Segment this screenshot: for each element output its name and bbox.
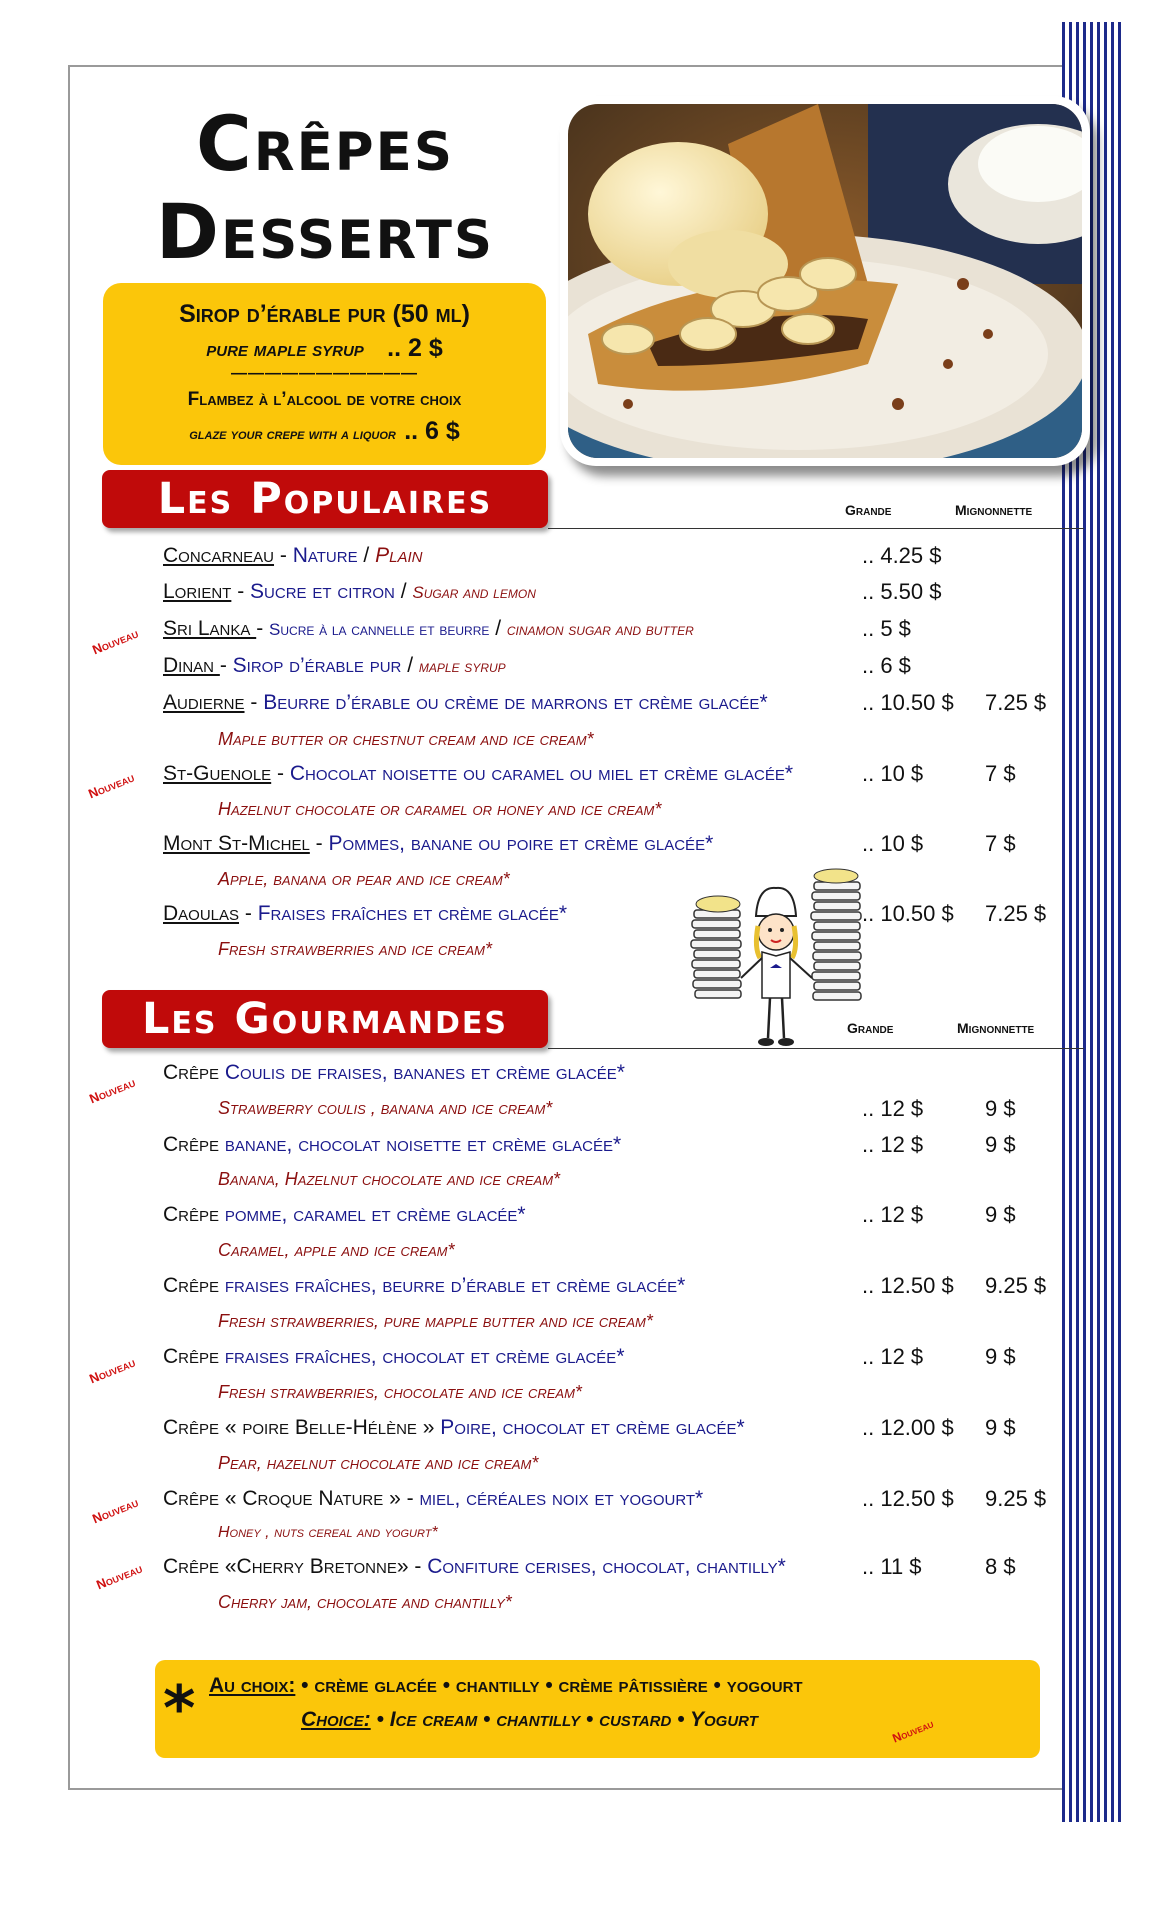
menu-item-en: Caramel, apple and ice cream* xyxy=(218,1240,455,1260)
col-header-grande: Grande xyxy=(845,502,892,518)
price-mignonnette: 9 $ xyxy=(985,1096,1016,1121)
menu-item-en: Fresh strawberries, chocolate and ice cream* xyxy=(218,1382,582,1402)
populaires-rule xyxy=(548,528,1084,529)
nouveau-badge: Nouveau xyxy=(94,1560,145,1593)
page-title xyxy=(110,100,540,276)
syrup-en: pure maple syrup xyxy=(206,338,364,361)
menu-item-lorient: Lorient - Sucre et citron / Sugar and lemon xyxy=(163,580,536,603)
menu-item-mont-st-michel: Mont St-Michel - Pommes, banane ou poire et crème glacée* xyxy=(163,832,714,855)
crepe-dessert-image xyxy=(568,104,1082,458)
syrup-fr: Sirop d’érable pur (50 ml) xyxy=(179,300,470,328)
maple-syrup-box xyxy=(103,283,546,465)
gourmandes-rule xyxy=(548,1048,1084,1049)
menu-item-sri-lanka: Sri Lanka - Sucre à la cannelle et beurre / cinamon sugar and butter xyxy=(163,617,694,640)
title-line-1: Crêpes xyxy=(195,99,454,188)
col-header-mignonnette: Mignonnette xyxy=(957,1020,1035,1036)
menu-item-gourmande: Crêpe « Croque Nature » - miel, céréales noix et yogourt* xyxy=(163,1487,704,1510)
menu-item-dinan: Dinan - Sirop d’érable pur / maple syrup xyxy=(163,654,506,677)
menu-item-en: Cherry jam, chocolate and chantilly* xyxy=(218,1592,512,1612)
price-mignonnette: 9 $ xyxy=(985,1415,1016,1440)
crepe-photo-frame xyxy=(560,96,1090,466)
section-banner-populaires: Les Populaires xyxy=(102,470,548,528)
nouveau-badge: Nouveau xyxy=(86,769,137,802)
menu-item-audierne: Audierne - Beurre d’érable ou crème de marrons et crème glacée* xyxy=(163,691,768,714)
nouveau-badge: Nouveau xyxy=(90,1494,141,1527)
flambe-en-line xyxy=(103,415,546,451)
menu-item-concarneau: Concarneau - Nature / Plain xyxy=(163,544,423,567)
price-grande: .. 10.50 $ xyxy=(862,690,954,715)
menu-item-en: Apple, banana or pear and ice cream* xyxy=(218,869,510,889)
choice-fr-line: Au choix: • crème glacée • chantilly • crème pâtissière • yogourt xyxy=(209,1674,803,1697)
price-grande: .. 4.25 $ xyxy=(862,543,942,568)
price-grande: .. 12 $ xyxy=(862,1132,924,1157)
menu-item-en: Fresh strawberries, pure mapple butter and ice cream* xyxy=(218,1311,653,1331)
price-mignonnette: 9 $ xyxy=(985,1344,1016,1369)
menu-item-gourmande: Crêpe « poire Belle-Hélène » Poire, chocolat et crème glacée* xyxy=(163,1416,745,1439)
choice-en-line: Choice: • Ice cream • chantilly • custard • Yogurt xyxy=(301,1708,758,1731)
price-grande: .. 11 $ xyxy=(862,1554,922,1579)
flambe-en: glaze your crepe with a liquor xyxy=(189,426,396,443)
price-grande: .. 5.50 $ xyxy=(862,579,942,604)
syrup-price: .. 2 $ xyxy=(387,334,443,362)
menu-item-gourmande: Crêpe fraises fraîches, chocolat et crème glacée* xyxy=(163,1345,625,1368)
price-grande: .. 6 $ xyxy=(862,653,911,678)
price-mignonnette: 9 $ xyxy=(985,1202,1016,1227)
menu-item-gourmande: Crêpe fraises fraîches, beurre d’érable et crème glacée* xyxy=(163,1274,686,1297)
menu-item-en: Hazelnut chocolate or caramel or honey and ice cream* xyxy=(218,799,662,819)
price-grande: .. 5 $ xyxy=(862,616,911,641)
price-mignonnette: 7 $ xyxy=(985,831,1016,856)
menu-item-en: Strawberry coulis , banana and ice cream* xyxy=(218,1098,553,1118)
menu-item-en: Pear, hazelnut chocolate and ice cream* xyxy=(218,1453,539,1473)
topping-choice-box xyxy=(155,1660,1040,1758)
flambe-price: .. 6 $ xyxy=(404,417,460,445)
price-mignonnette: 9.25 $ xyxy=(985,1486,1047,1511)
col-header-mignonnette: Mignonnette xyxy=(955,502,1033,518)
syrup-en-line xyxy=(103,331,546,367)
price-grande: .. 12.50 $ xyxy=(862,1486,954,1511)
price-grande: .. 12 $ xyxy=(862,1202,924,1227)
flambe-fr: Flambez à l’alcool de votre choix xyxy=(187,389,462,410)
menu-item-en: Maple butter or chestnut cream and ice cream* xyxy=(218,729,594,749)
menu-item-daoulas: Daoulas - Fraises fraîches et crème glacée* xyxy=(163,902,568,925)
price-grande: .. 10.50 $ xyxy=(862,901,954,926)
title-line-2: Desserts xyxy=(155,187,495,276)
menu-item-en: Honey , nuts cereal and yogurt* xyxy=(218,1524,438,1541)
syrup-divider: ——————————— xyxy=(231,365,418,382)
price-grande: .. 10 $ xyxy=(862,761,924,786)
menu-item-en: Fresh strawberries and ice cream* xyxy=(218,939,492,959)
col-header-grande: Grande xyxy=(847,1020,894,1036)
section-banner-gourmandes: Les Gourmandes xyxy=(102,990,548,1048)
price-mignonnette: 8 $ xyxy=(985,1554,1016,1579)
asterisk-mark: * xyxy=(163,1672,196,1745)
price-mignonnette: 7.25 $ xyxy=(985,901,1047,926)
menu-item-gourmande: Crêpe Coulis de fraises, bananes et crème glacée* xyxy=(163,1061,625,1084)
price-grande: .. 12.50 $ xyxy=(862,1273,954,1298)
nouveau-badge: Nouveau xyxy=(90,625,141,658)
nouveau-badge: Nouveau xyxy=(87,1354,138,1387)
price-mignonnette: 7 $ xyxy=(985,761,1016,786)
price-grande: .. 10 $ xyxy=(862,831,924,856)
price-mignonnette: 9 $ xyxy=(985,1132,1016,1157)
menu-item-en: Banana, Hazelnut chocolate and ice cream* xyxy=(218,1169,561,1189)
menu-item-st-guenole: St-Guenole - Chocolat noisette ou caramel ou miel et crème glacée* xyxy=(163,762,793,785)
menu-item-gourmande: Crêpe pomme, caramel et crème glacée* xyxy=(163,1203,526,1226)
crepe-photo xyxy=(568,104,1082,458)
price-mignonnette: 9.25 $ xyxy=(985,1273,1047,1298)
nouveau-badge: Nouveau xyxy=(890,1716,936,1746)
price-grande: .. 12 $ xyxy=(862,1344,924,1369)
crepe-chef-mascot-illustration xyxy=(686,868,866,1068)
menu-item-gourmande: Crêpe «Cherry Bretonne» - Confiture cerises, chocolat, chantilly* xyxy=(163,1555,786,1578)
price-mignonnette: 7.25 $ xyxy=(985,690,1047,715)
menu-item-gourmande: Crêpe banane, chocolat noisette et crème glacée* xyxy=(163,1133,622,1156)
price-grande: .. 12 $ xyxy=(862,1096,924,1121)
price-grande: .. 12.00 $ xyxy=(862,1415,954,1440)
nouveau-badge: Nouveau xyxy=(87,1074,138,1107)
